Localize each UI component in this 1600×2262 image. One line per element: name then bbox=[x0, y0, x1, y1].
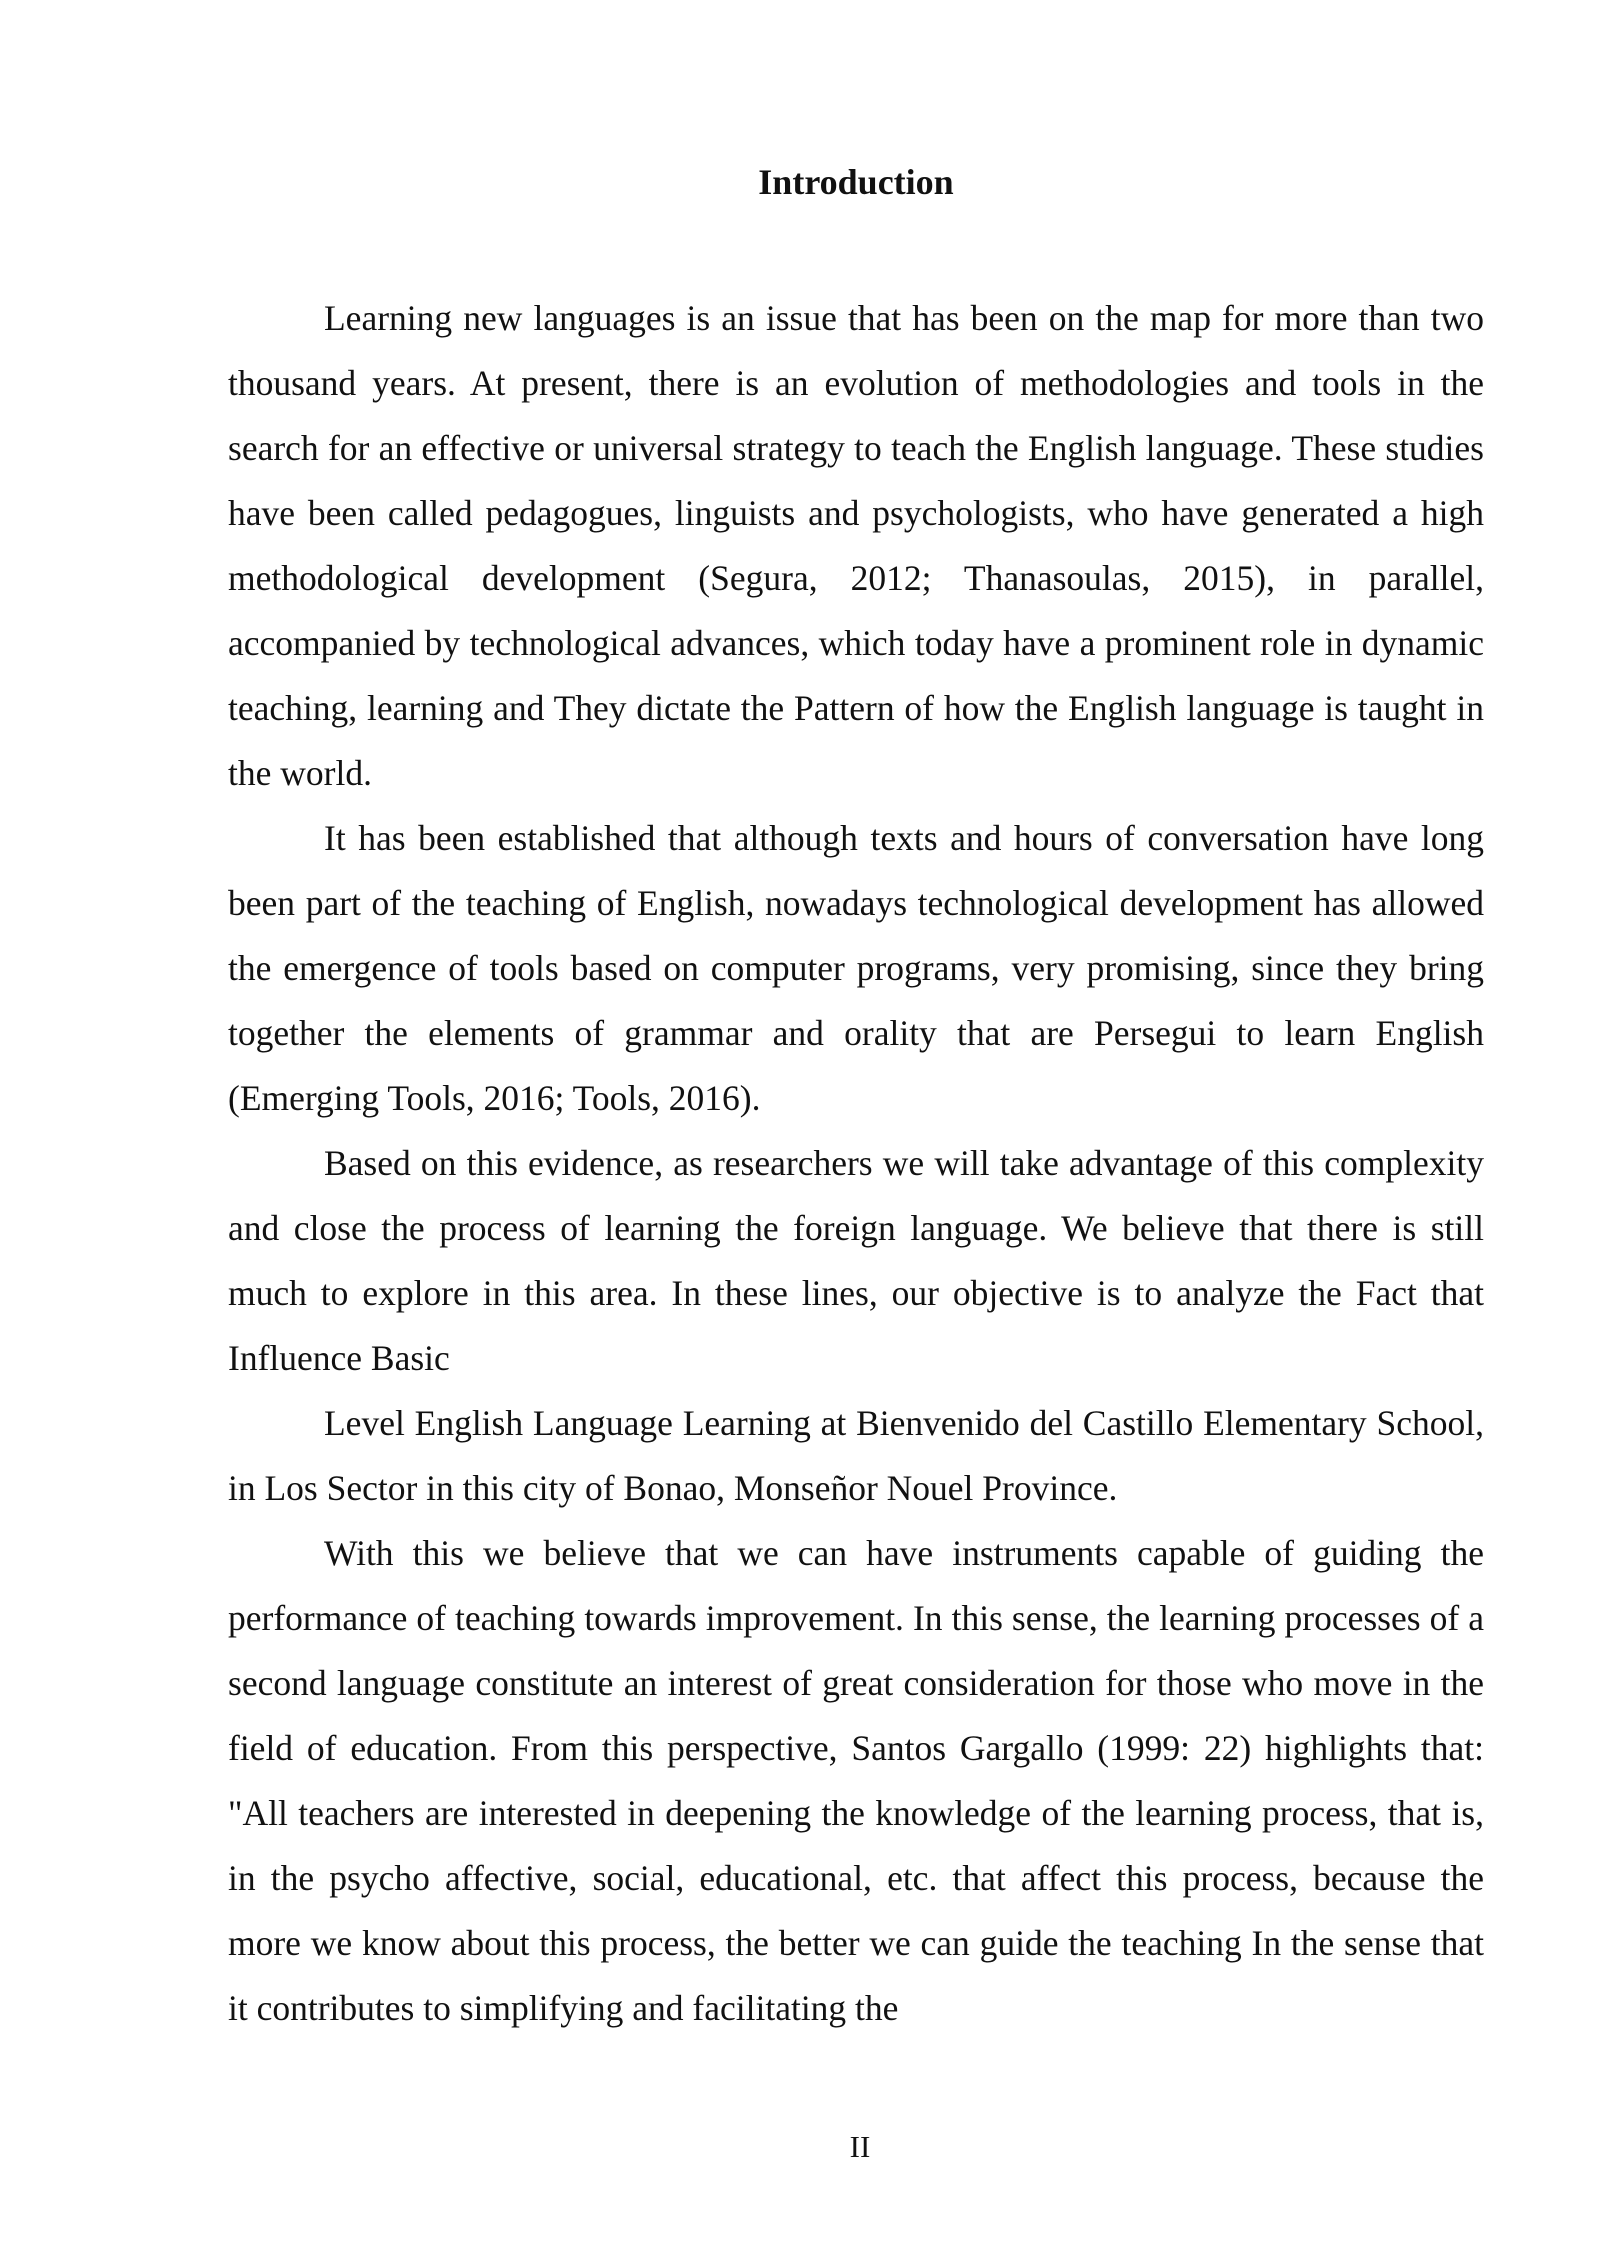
body-text bbox=[228, 286, 1484, 2041]
paragraph-2: It has been established that although texts and hours of conversation have long been part of the teaching of English, nowadays technological development has allowed the emergence of tools based on computer programs, very promising, since they bring together the elements of grammar and orality that are Persegui to learn English (Emerging Tools, 2016; Tools, 2016). bbox=[228, 818, 1484, 1118]
page-number: II bbox=[849, 2129, 871, 2164]
paragraph-3: Based on this evidence, as researchers we will take advantage of this complexity and close the process of learning the foreign language. We believe that there is still much to explore in this area. In these lines, our objective is to analyze the Fact that Influence Basic bbox=[228, 1143, 1484, 1378]
page-title: Introduction bbox=[758, 162, 954, 202]
paragraph-4: Level English Language Learning at Bienvenido del Castillo Elementary School, in Los Sector in this city of Bonao, Monseñor Nouel Province. bbox=[228, 1403, 1484, 1508]
paragraph-5: With this we believe that we can have instruments capable of guiding the performance of teaching towards improvement. In this sense, the learning processes of a second language constitute an interest of great consideration for those who move in the field of education. From this perspective, Santos Gargallo (1999: 22) highlights that: "All teachers are interested in deepening the knowledge of the learning process, that is, in the psycho affective, social, educational, etc. that affect this process, because the more we know about this process, the better we can guide the teaching In the sense that it contributes to simplifying and facilitating the bbox=[228, 1533, 1484, 2028]
paragraph-1: Learning new languages is an issue that has been on the map for more than two thousand years. At present, there is an evolution of methodologies and tools in the search for an effective or universal strategy to teach the English language. These studies have been called pedagogues, linguists and psychologists, who have generated a high methodological development (Segura, 2012; Thanasoulas, 2015), in parallel, accompanied by technological advances, which today have a prominent role in dynamic teaching, learning and They dictate the Pattern of how the English language is taught in the world. bbox=[228, 298, 1484, 793]
